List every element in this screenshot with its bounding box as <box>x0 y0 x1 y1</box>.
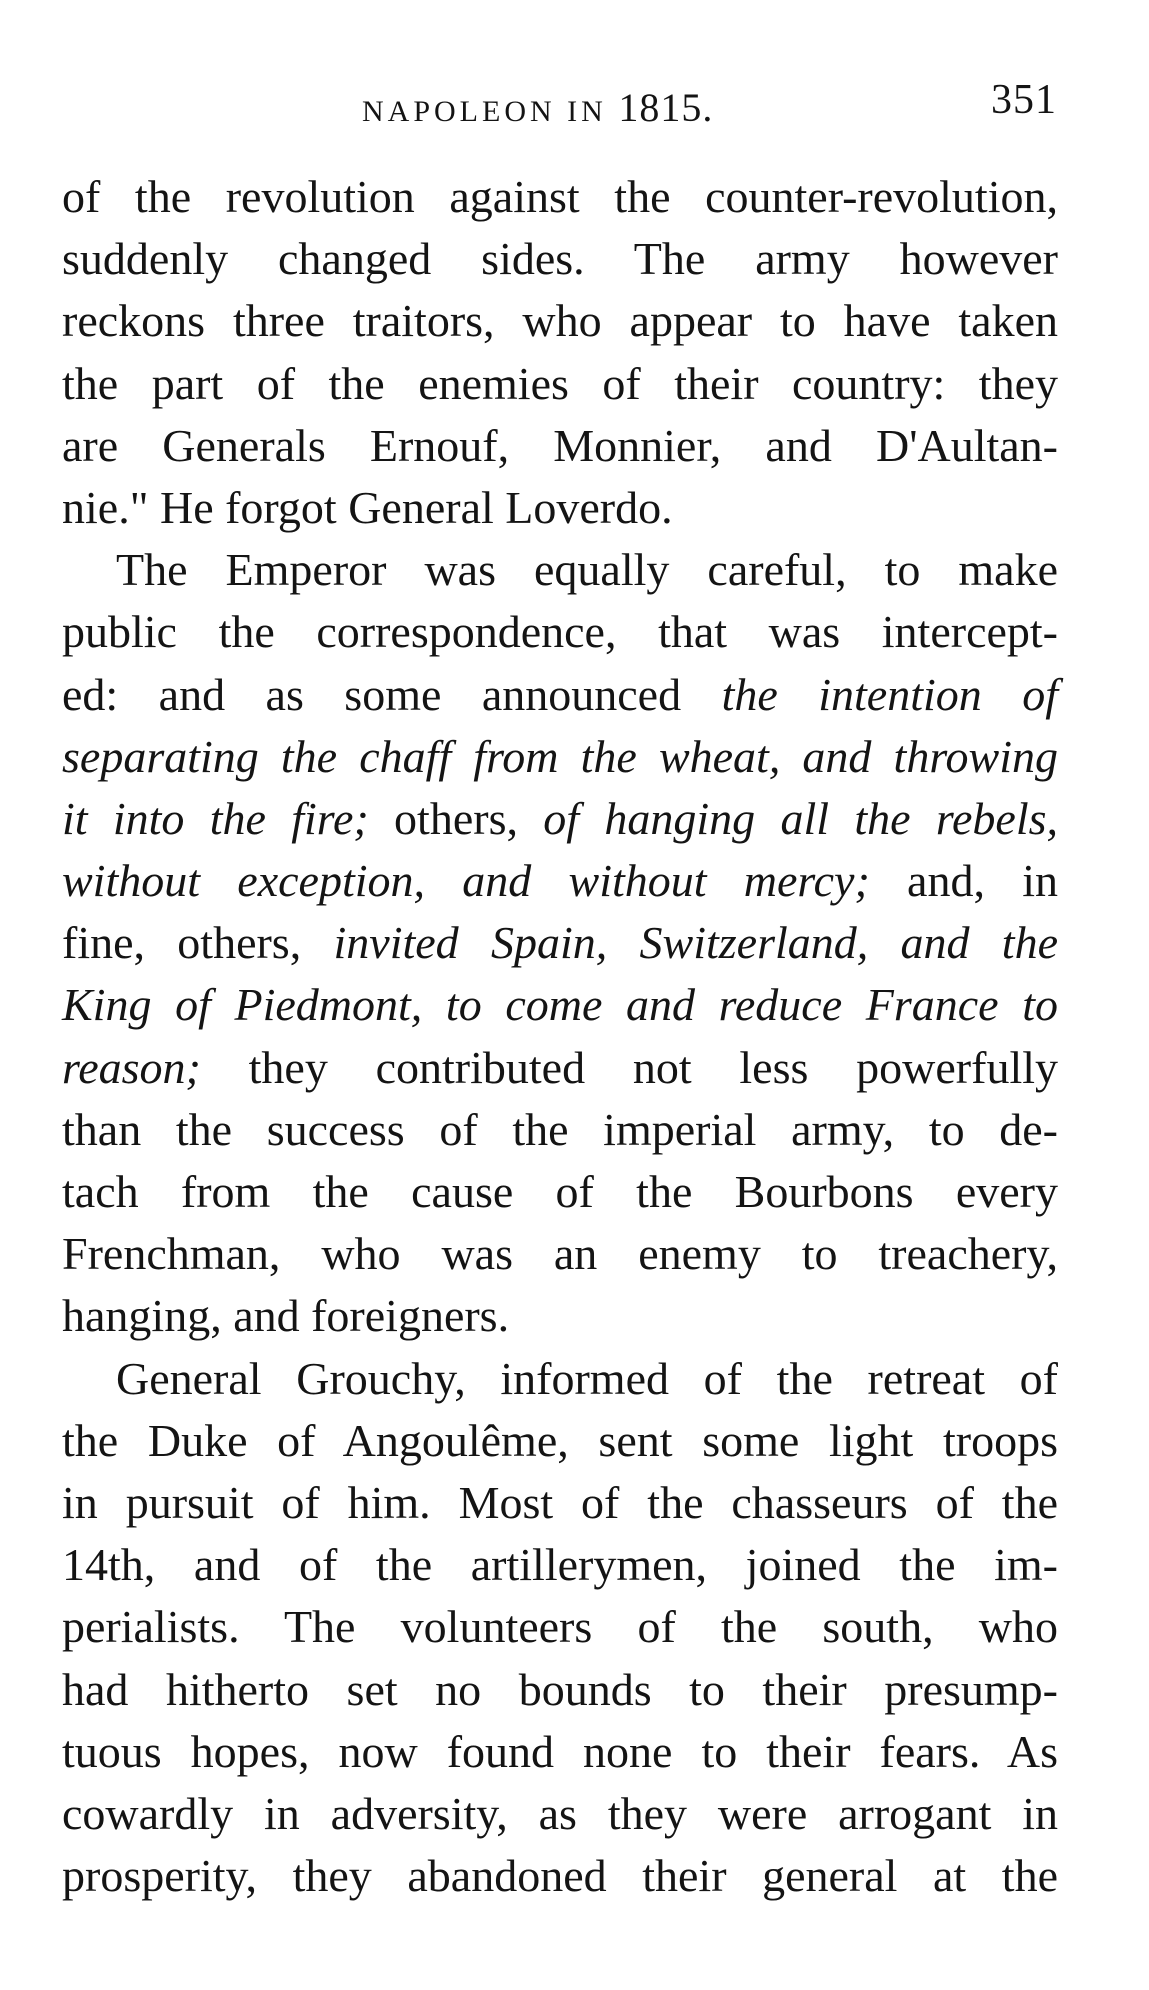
text-line: tuous hopes, now found none to their fears. As <box>62 1725 1058 1777</box>
page-number: 351 <box>991 77 1057 123</box>
running-title-year: 1815. <box>618 85 714 130</box>
text-line <box>62 850 1058 912</box>
italic-quotation: invited Spain, Switzerland, and the <box>333 917 1058 969</box>
text-line: the part of the enemies of their country: they <box>62 357 1058 409</box>
italic-quotation-line: separating the chaff from the wheat, and throwing <box>62 730 1058 782</box>
text-line <box>62 788 1058 850</box>
text-line: cowardly in adversity, as they were arrogant in <box>62 1787 1058 1839</box>
paragraph-end-line: nie." He forgot General Loverdo. <box>62 481 673 533</box>
italic-quotation: reason; <box>62 1041 201 1093</box>
italic-quotation: the intention of <box>721 668 1059 720</box>
text-line: prosperity, they abandoned their general at the <box>62 1850 1058 1902</box>
text-line: public the correspondence, that was intercept- <box>62 606 1058 658</box>
page-header <box>0 76 1149 136</box>
text-line: in pursuit of him. Most of the chasseurs of the <box>62 1476 1058 1528</box>
text-line <box>62 1037 1058 1099</box>
text-line <box>62 912 1058 974</box>
roman-text: they contributed not less powerfully <box>248 1041 1059 1093</box>
running-title-name: NAPOLEON IN <box>362 95 607 128</box>
text-line: reckons three traitors, who appear to have taken <box>62 295 1058 347</box>
text-line: Frenchman, who was an enemy to treachery, <box>62 1228 1058 1280</box>
italic-quotation: it into the fire; <box>62 792 369 844</box>
roman-text: fine, others, <box>62 917 302 969</box>
text-line: perialists. The volunteers of the south, who <box>62 1601 1058 1653</box>
text-line: had hitherto set no bounds to their presump- <box>62 1663 1058 1715</box>
paragraph-start-line: General Grouchy, informed of the retreat of <box>116 1352 1058 1404</box>
text-line <box>62 664 1058 726</box>
paragraph-end-line: hanging, and foreigners. <box>62 1290 510 1342</box>
italic-quotation: without exception, and without mercy; <box>62 855 870 907</box>
text-line: are Generals Ernouf, Monnier, and D'Aultan- <box>62 419 1058 471</box>
roman-text: and, in <box>907 855 1058 907</box>
italic-quotation-line: King of Piedmont, to come and reduce France to <box>62 979 1058 1031</box>
roman-text: ed: and as some announced <box>62 668 682 720</box>
paragraph-start-line: The Emperor was equally careful, to make <box>116 544 1058 596</box>
text-line: 14th, and of the artillerymen, joined the im- <box>62 1539 1058 1591</box>
text-line: than the success of the imperial army, to de- <box>62 1103 1058 1155</box>
text-line: the Duke of Angoulême, sent some light troops <box>62 1414 1058 1466</box>
running-title <box>362 84 713 131</box>
body-text <box>62 166 1058 1907</box>
text-line: suddenly changed sides. The army however <box>62 233 1058 285</box>
italic-quotation: of hanging all the rebels, <box>543 792 1059 844</box>
text-line: of the revolution against the counter-revolution, <box>62 171 1058 222</box>
text-line: tach from the cause of the Bourbons every <box>62 1166 1058 1217</box>
roman-text: others, <box>394 792 518 844</box>
